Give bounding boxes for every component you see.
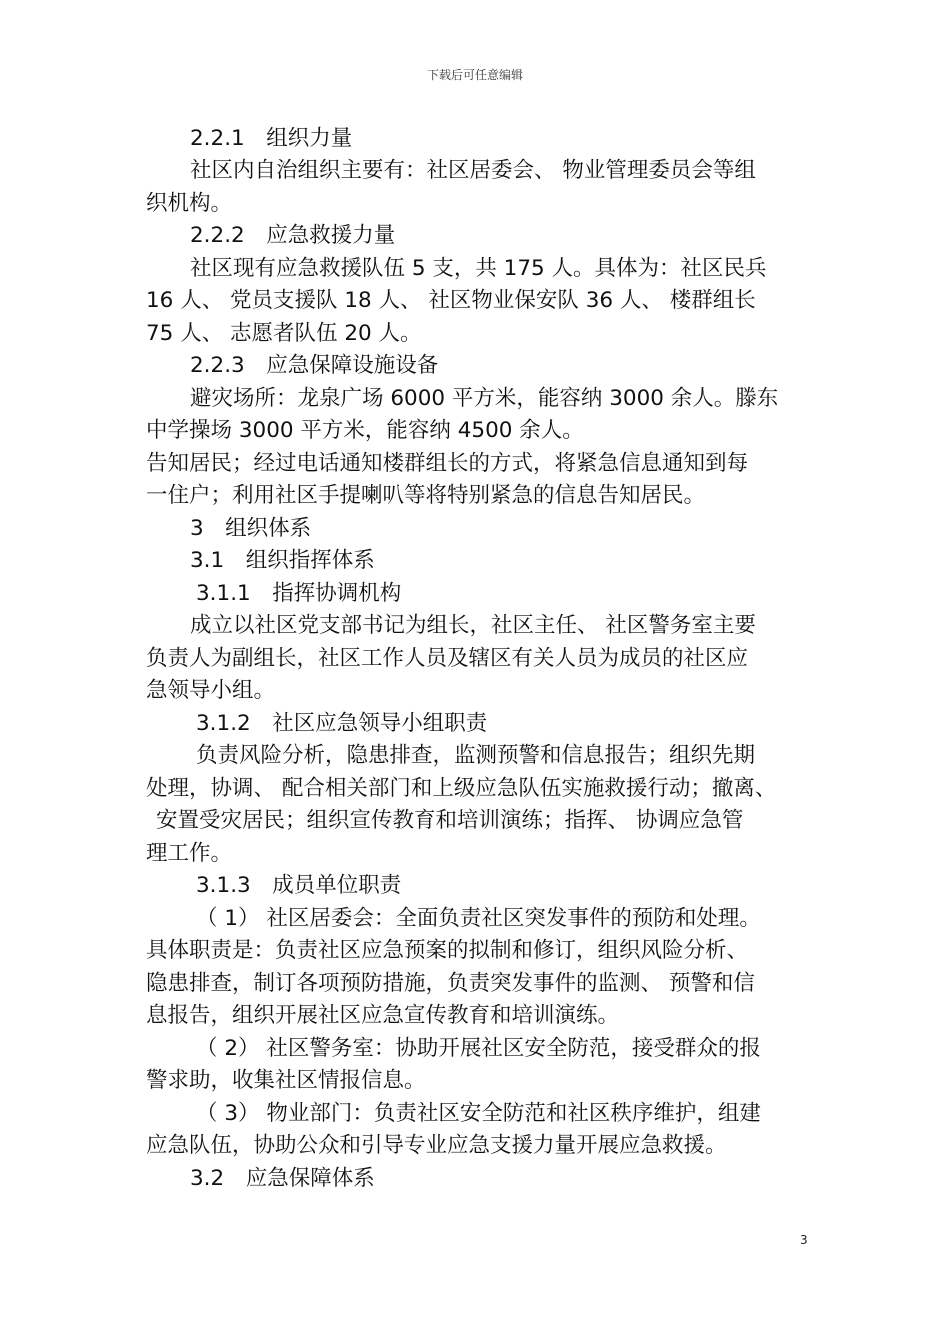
heading-3-2: 3.2 应急保障体系 [190,1166,375,1191]
heading-2-2-2: 2.2.2 应急救援力量 [190,223,396,248]
paragraph-line: 具体职责是：负责社区应急预案的拟制和修订，组织风险分析、 [146,938,749,963]
heading-3-1: 3.1 组织指挥体系 [190,548,375,573]
paragraph-line: 应急队伍，协助公众和引导专业应急支援力量开展应急救援。 [146,1133,727,1158]
paragraph-line: 社区现有应急救援队伍 5 支，共 175 人。具体为：社区民兵 [190,256,767,281]
paragraph-line: 社区内自治组织主要有：社区居委会、 物业管理委员会等组 [190,158,756,183]
heading-3-1-1: 3.1.1 指挥协调机构 [196,581,402,606]
paragraph-line: 急领导小组。 [146,678,276,703]
paragraph-line: 理工作。 [146,841,233,866]
paragraph-line: 织机构。 [146,191,233,216]
heading-2-2-1: 2.2.1 组织力量 [190,126,353,151]
paragraph-line: 避灾场所：龙泉广场 6000 平方米，能容纳 3000 余人。滕东 [190,386,779,411]
page-number: 3 [800,1233,808,1247]
paragraph-line: 负责人为副组长，社区工作人员及辖区有关人员为成员的社区应 [146,646,749,671]
paragraph-line: （ 2） 社区警务室：协助开展社区安全防范，接受群众的报 [196,1036,761,1061]
paragraph-line: 安置受灾居民；组织宣传教育和培训演练；指挥、 协调应急管 [156,808,744,833]
paragraph-line: 警求助，收集社区情报信息。 [146,1068,426,1093]
page-header: 下载后可任意编辑 [426,68,523,82]
paragraph-line: 告知居民；经过电话通知楼群组长的方式，将紧急信息通知到每 [146,451,749,476]
paragraph-line: 一住户；利用社区手提喇叭等将特别紧急的信息告知居民。 [146,483,706,508]
paragraph-line: （ 1） 社区居委会：全面负责社区突发事件的预防和处理。 [196,906,761,931]
heading-2-2-3: 2.2.3 应急保障设施设备 [190,353,439,378]
paragraph-line: 隐患排查，制订各项预防措施，负责突发事件的监测、 预警和信 [146,971,755,996]
paragraph-line: 16 人、 党员支援队 18 人、 社区物业保安队 36 人、 楼群组长 [146,288,756,313]
paragraph-line: 成立以社区党支部书记为组长，社区主任、 社区警务室主要 [190,613,756,638]
paragraph-line: 75 人、 志愿者队伍 20 人。 [146,321,422,346]
paragraph-line: 负责风险分析，隐患排查，监测预警和信息报告；组织先期 [196,743,756,768]
heading-3-1-3: 3.1.3 成员单位职责 [196,873,402,898]
paragraph-line: （ 3） 物业部门：负责社区安全防范和社区秩序维护，组建 [196,1101,761,1126]
heading-3: 3 组织体系 [190,516,312,541]
paragraph-line: 中学操场 3000 平方米，能容纳 4500 余人。 [146,418,584,443]
paragraph-line: 息报告，组织开展社区应急宣传教育和培训演练。 [146,1003,620,1028]
heading-3-1-2: 3.1.2 社区应急领导小组职责 [196,711,488,736]
paragraph-line: 处理，协调、 配合相关部门和上级应急队伍实施救援行动；撤离、 [146,776,777,801]
